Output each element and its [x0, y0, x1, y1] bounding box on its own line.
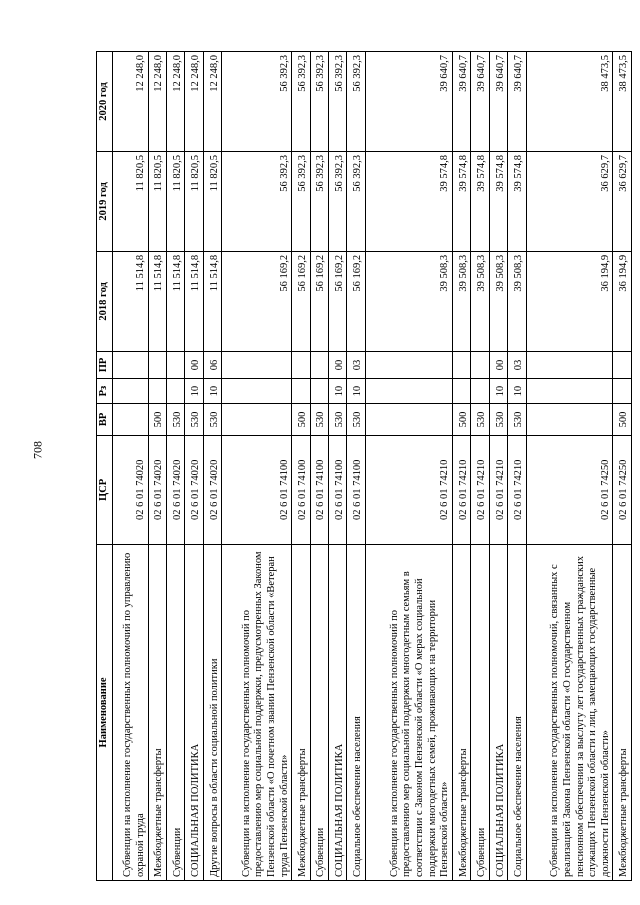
cell-name: Социальное обеспечение населения	[347, 544, 365, 880]
cell-y2020: 12 248,0	[148, 52, 166, 152]
cell-name: Субвенции	[167, 544, 185, 880]
cell-y2018: 56 169,2	[310, 251, 328, 351]
cell-rz: 10	[489, 379, 507, 404]
cell-csr: 02 6 01 74020	[148, 435, 166, 544]
cell-name: Субвенции на исполнение государственных полномочий по предоставлению мер социальной поддержки, предусмотренных Законом Пензенской области «О почетном звании Пензенской области «Ветеран труда Пензенской области»	[222, 544, 292, 880]
cell-csr: 02 6 01 74210	[489, 435, 507, 544]
cell-y2020: 39 640,7	[508, 52, 526, 152]
cell-rz: 10	[508, 379, 526, 404]
cell-pr	[365, 351, 452, 378]
cell-rz	[310, 379, 328, 404]
cell-y2020: 38 473,5	[613, 52, 632, 152]
cell-y2019: 56 392,3	[347, 151, 365, 251]
table-row	[113, 52, 149, 881]
table-row	[185, 52, 203, 881]
cell-y2018: 56 169,2	[222, 251, 292, 351]
table-row	[222, 52, 292, 881]
cell-pr	[613, 351, 632, 378]
cell-rz	[471, 379, 489, 404]
cell-vr: 500	[292, 404, 310, 436]
cell-y2020: 56 392,3	[310, 52, 328, 152]
budget-table	[96, 51, 632, 881]
cell-name: Социальное обеспечение населения	[508, 544, 526, 880]
cell-rz: 10	[185, 379, 203, 404]
header-2019: 2019 год	[97, 151, 113, 251]
table-row	[347, 52, 365, 881]
page-number: 708	[30, 441, 45, 459]
cell-vr	[365, 404, 452, 436]
header-2018: 2018 год	[97, 251, 113, 351]
cell-y2019: 56 392,3	[329, 151, 347, 251]
cell-y2018: 11 514,8	[185, 251, 203, 351]
cell-name: Межбюджетные трансферты	[292, 544, 310, 880]
cell-y2020: 56 392,3	[292, 52, 310, 152]
cell-pr	[222, 351, 292, 378]
cell-name: Субвенции	[310, 544, 328, 880]
cell-y2019: 39 574,8	[471, 151, 489, 251]
cell-y2019: 11 820,5	[185, 151, 203, 251]
cell-csr: 02 6 01 74020	[167, 435, 185, 544]
cell-pr: 00	[185, 351, 203, 378]
cell-vr: 530	[471, 404, 489, 436]
cell-y2019: 39 574,8	[365, 151, 452, 251]
cell-rz	[526, 379, 613, 404]
cell-y2020: 12 248,0	[185, 52, 203, 152]
cell-rz	[167, 379, 185, 404]
cell-y2020: 56 392,3	[347, 52, 365, 152]
cell-rz: 10	[347, 379, 365, 404]
cell-vr: 530	[185, 404, 203, 436]
cell-csr: 02 6 01 74100	[347, 435, 365, 544]
cell-y2018: 39 508,3	[471, 251, 489, 351]
cell-rz	[148, 379, 166, 404]
cell-y2018: 39 508,3	[489, 251, 507, 351]
cell-vr: 500	[148, 404, 166, 436]
cell-y2019: 39 574,8	[489, 151, 507, 251]
cell-pr: 00	[329, 351, 347, 378]
cell-name: СОЦИАЛЬНАЯ ПОЛИТИКА	[329, 544, 347, 880]
cell-vr	[222, 404, 292, 436]
cell-rz	[452, 379, 470, 404]
cell-rz	[292, 379, 310, 404]
cell-csr: 02 6 01 74020	[203, 435, 221, 544]
table-row	[365, 52, 452, 881]
cell-y2018: 11 514,8	[203, 251, 221, 351]
cell-rz: 10	[329, 379, 347, 404]
cell-y2018: 11 514,8	[148, 251, 166, 351]
table-header-row	[97, 52, 113, 881]
table-row	[329, 52, 347, 881]
cell-y2019: 39 574,8	[452, 151, 470, 251]
cell-vr: 530	[203, 404, 221, 436]
cell-pr: 03	[347, 351, 365, 378]
cell-name: Межбюджетные трансферты	[148, 544, 166, 880]
cell-y2019: 56 392,3	[292, 151, 310, 251]
cell-vr: 500	[452, 404, 470, 436]
cell-y2020: 12 248,0	[113, 52, 149, 152]
cell-y2018: 56 169,2	[347, 251, 365, 351]
cell-csr: 02 6 01 74100	[310, 435, 328, 544]
cell-pr	[526, 351, 613, 378]
table-row	[310, 52, 328, 881]
cell-name: Межбюджетные трансферты	[452, 544, 470, 880]
table-body	[113, 52, 632, 881]
cell-rz	[222, 379, 292, 404]
cell-rz	[365, 379, 452, 404]
cell-y2019: 36 629,7	[613, 151, 632, 251]
cell-y2019: 39 574,8	[508, 151, 526, 251]
cell-pr	[310, 351, 328, 378]
cell-csr: 02 6 01 74020	[185, 435, 203, 544]
header-pr: ПР	[97, 351, 113, 378]
cell-y2019: 11 820,5	[167, 151, 185, 251]
cell-csr: 02 6 01 74100	[222, 435, 292, 544]
cell-y2018: 39 508,3	[508, 251, 526, 351]
cell-y2018: 39 508,3	[452, 251, 470, 351]
table-row	[292, 52, 310, 881]
cell-vr: 530	[508, 404, 526, 436]
cell-name: СОЦИАЛЬНАЯ ПОЛИТИКА	[185, 544, 203, 880]
cell-csr: 02 6 01 74210	[365, 435, 452, 544]
cell-rz: 10	[203, 379, 221, 404]
cell-y2018: 56 169,2	[329, 251, 347, 351]
budget-table-container	[96, 51, 632, 881]
cell-name: Межбюджетные трансферты	[613, 544, 632, 880]
header-2020: 2020 год	[97, 52, 113, 152]
header-csr: ЦСР	[97, 435, 113, 544]
cell-pr: 03	[508, 351, 526, 378]
table-row	[148, 52, 166, 881]
cell-y2020: 12 248,0	[167, 52, 185, 152]
cell-y2018: 11 514,8	[113, 251, 149, 351]
header-vr: ВР	[97, 404, 113, 436]
cell-y2020: 39 640,7	[452, 52, 470, 152]
cell-csr: 02 6 01 74250	[613, 435, 632, 544]
table-row	[526, 52, 613, 881]
cell-y2019: 36 629,7	[526, 151, 613, 251]
cell-y2019: 11 820,5	[203, 151, 221, 251]
table-row	[167, 52, 185, 881]
cell-y2020: 56 392,3	[222, 52, 292, 152]
cell-pr	[292, 351, 310, 378]
cell-csr: 02 6 01 74100	[329, 435, 347, 544]
cell-name: Субвенции на исполнение государственных полномочий по предоставлению мер социальной поддержки многодетным семьям в соответствии с Законом Пензенской области «О мерах социальной поддержки многодетных семей, проживающих на территории Пензенской области»	[365, 544, 452, 880]
cell-y2019: 56 392,3	[222, 151, 292, 251]
header-name: Наименование	[97, 544, 113, 880]
cell-y2018: 11 514,8	[167, 251, 185, 351]
cell-vr: 530	[347, 404, 365, 436]
table-row	[452, 52, 470, 881]
cell-name: Субвенции	[471, 544, 489, 880]
cell-csr: 02 6 01 74210	[508, 435, 526, 544]
cell-rz	[613, 379, 632, 404]
cell-csr: 02 6 01 74250	[526, 435, 613, 544]
cell-y2018: 36 194,9	[526, 251, 613, 351]
cell-vr: 530	[489, 404, 507, 436]
cell-y2018: 56 169,2	[292, 251, 310, 351]
header-rz: Рз	[97, 379, 113, 404]
cell-y2020: 39 640,7	[365, 52, 452, 152]
cell-y2019: 56 392,3	[310, 151, 328, 251]
cell-y2018: 36 194,9	[613, 251, 632, 351]
cell-vr: 530	[167, 404, 185, 436]
cell-y2019: 11 820,5	[113, 151, 149, 251]
cell-pr	[452, 351, 470, 378]
table-row	[203, 52, 221, 881]
cell-pr	[471, 351, 489, 378]
cell-pr: 06	[203, 351, 221, 378]
cell-name: СОЦИАЛЬНАЯ ПОЛИТИКА	[489, 544, 507, 880]
cell-y2020: 39 640,7	[489, 52, 507, 152]
cell-pr	[113, 351, 149, 378]
cell-name: Субвенции на исполнение государственных полномочий по управлению охраной труда	[113, 544, 149, 880]
cell-name: Субвенции на исполнение государственных полномочий, связанных с реализацией Закона Пензенской области «О государственном пенсионном обеспечении за выслугу лет государственных гражданских служащих Пензенской области и лиц, замещающих государственные должности Пензенской области»	[526, 544, 613, 880]
cell-y2020: 39 640,7	[471, 52, 489, 152]
cell-vr	[526, 404, 613, 436]
cell-csr: 02 6 01 74210	[452, 435, 470, 544]
cell-vr: 530	[310, 404, 328, 436]
cell-vr	[113, 404, 149, 436]
cell-csr: 02 6 01 74100	[292, 435, 310, 544]
cell-name: Другие вопросы в области социальной политики	[203, 544, 221, 880]
cell-y2019: 11 820,5	[148, 151, 166, 251]
cell-csr: 02 6 01 74210	[471, 435, 489, 544]
table-row	[613, 52, 632, 881]
cell-pr: 00	[489, 351, 507, 378]
table-row	[508, 52, 526, 881]
cell-y2020: 38 473,5	[526, 52, 613, 152]
cell-y2018: 39 508,3	[365, 251, 452, 351]
cell-rz	[113, 379, 149, 404]
cell-vr: 500	[613, 404, 632, 436]
table-row	[471, 52, 489, 881]
cell-csr: 02 6 01 74020	[113, 435, 149, 544]
cell-pr	[167, 351, 185, 378]
cell-y2020: 56 392,3	[329, 52, 347, 152]
cell-y2020: 12 248,0	[203, 52, 221, 152]
cell-vr: 530	[329, 404, 347, 436]
table-row	[489, 52, 507, 881]
cell-pr	[148, 351, 166, 378]
